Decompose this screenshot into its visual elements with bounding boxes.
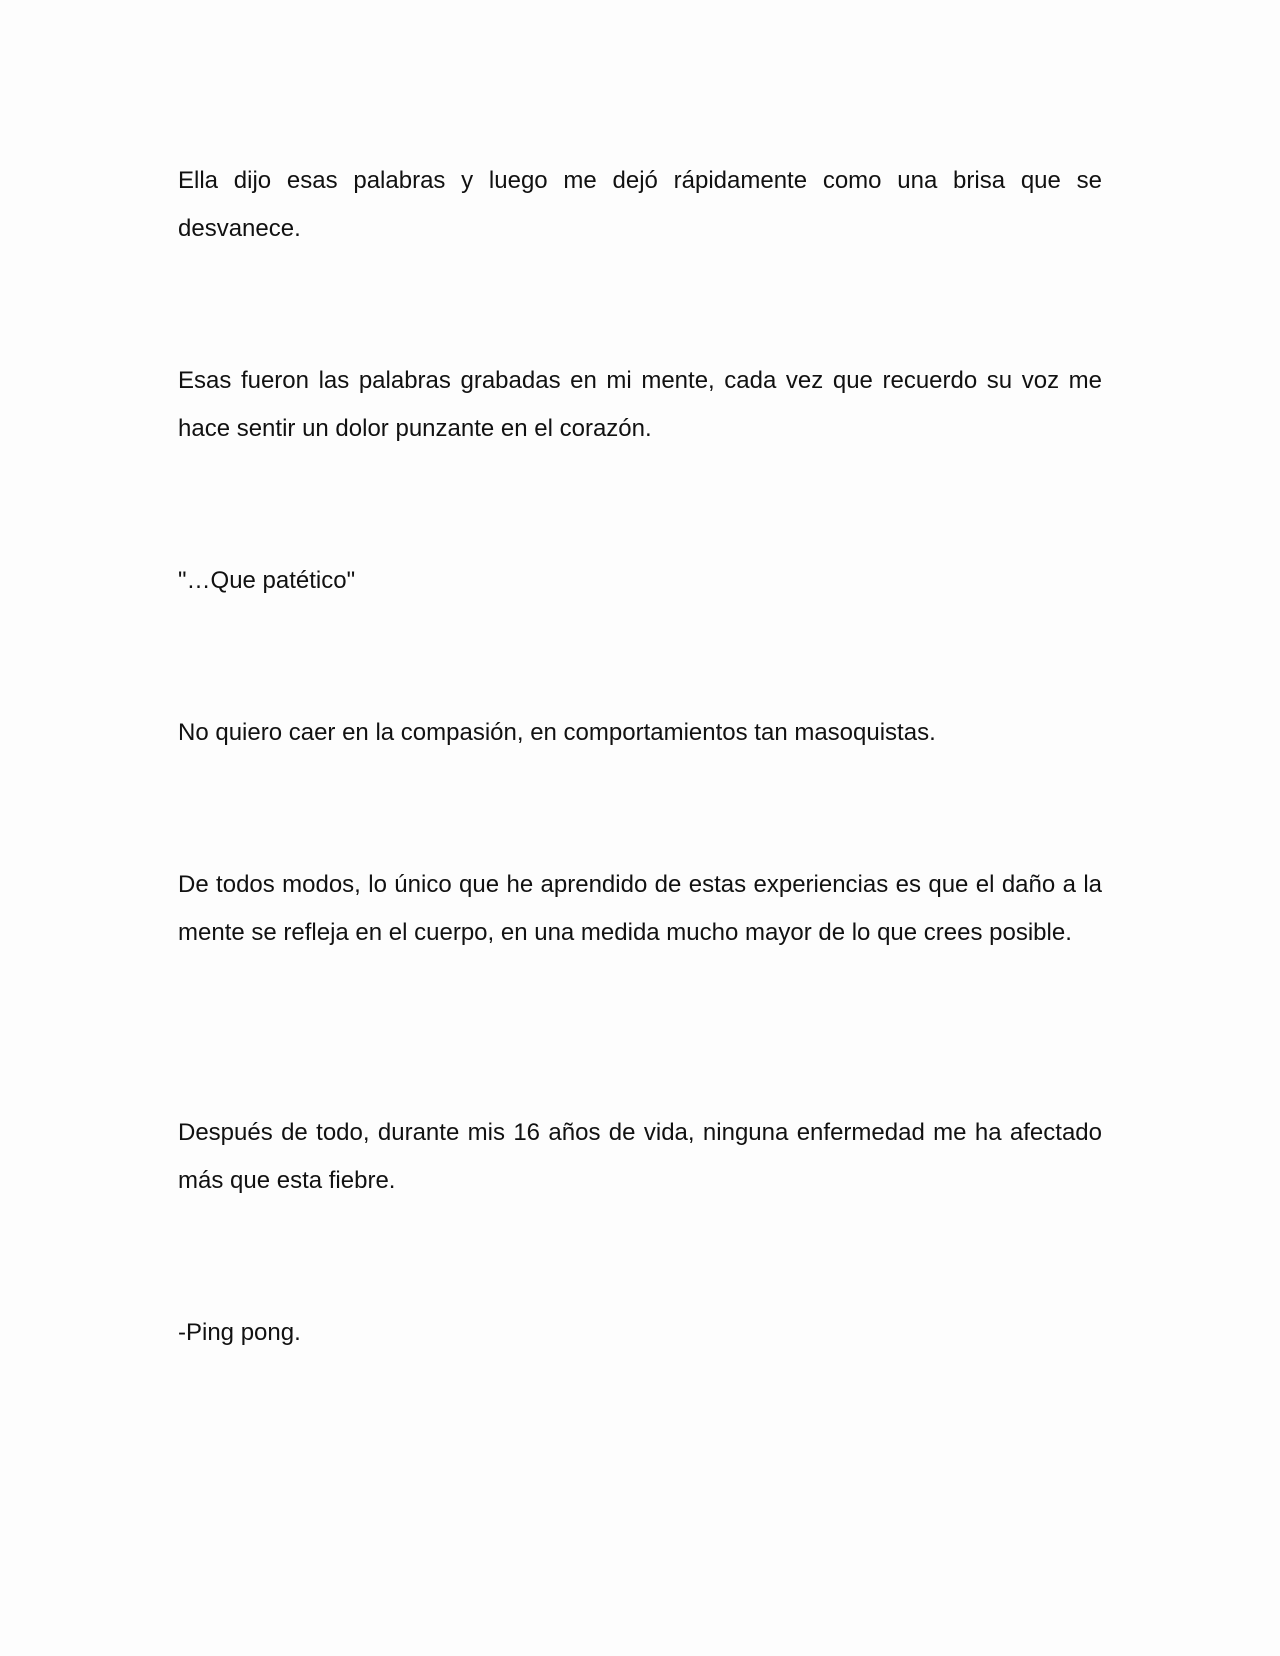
- paragraph-3: "…Que patético": [178, 567, 356, 594]
- paragraph-1: Ella dijo esas palabras y luego me dejó rápidamente como una brisa que se desvanece.: [178, 167, 1102, 242]
- paragraph-6: Después de todo, durante mis 16 años de vida, ninguna enfermedad me ha afectado más que esta fiebre.: [178, 1119, 1102, 1194]
- paragraph-2: Esas fueron las palabras grabadas en mi mente, cada vez que recuerdo su voz me hace sentir un dolor punzante en el corazón.: [178, 367, 1102, 442]
- paragraph-7: -Ping pong.: [178, 1319, 301, 1346]
- paragraph-4: No quiero caer en la compasión, en comportamientos tan masoquistas.: [178, 719, 936, 746]
- paragraph-5: De todos modos, lo único que he aprendido de estas experiencias es que el daño a la mente se refleja en el cuerpo, en una medida mucho mayor de lo que crees posible.: [178, 871, 1102, 946]
